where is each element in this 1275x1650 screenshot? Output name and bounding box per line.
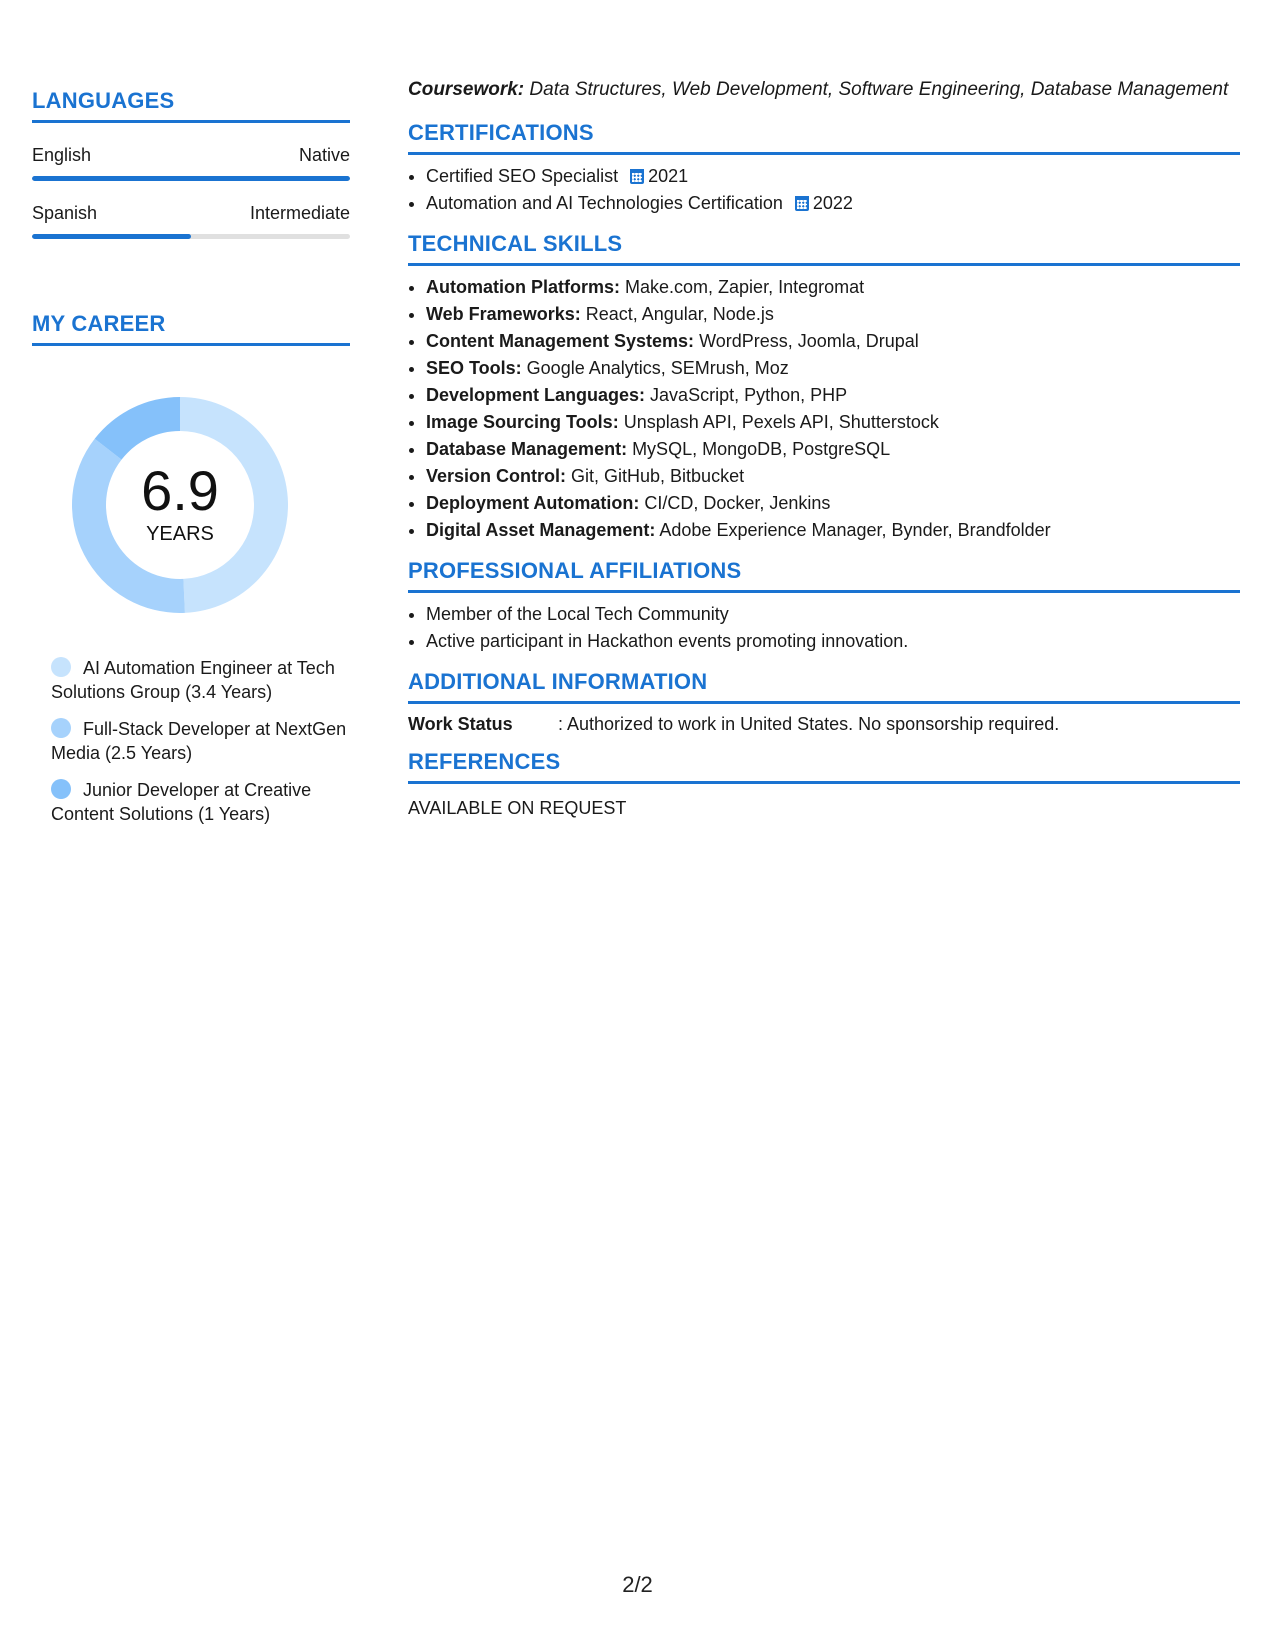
certification-year: 2022: [812, 193, 853, 213]
language-proficiency-bar: [32, 234, 350, 239]
page-number: 2/2: [622, 1572, 653, 1597]
language-name: English: [32, 145, 92, 165]
skills-section: [408, 231, 1240, 544]
references-section: [408, 749, 1240, 819]
language-level: Intermediate: [249, 203, 350, 223]
skill-item: [426, 517, 1240, 544]
skill-item: [426, 436, 1240, 463]
legend-item: [51, 656, 350, 704]
career-title: MY CAREER: [32, 311, 350, 346]
skill-item: [426, 301, 1240, 328]
skill-label: Database Management:: [426, 439, 628, 459]
skill-item: [426, 490, 1240, 517]
career-total-unit: YEARS: [146, 522, 214, 545]
coursework-label: Coursework:: [408, 79, 525, 100]
language-level: Native: [298, 145, 350, 165]
language-row: [32, 203, 350, 224]
affiliation-item: • Member of the Local Tech Community: [426, 601, 1240, 628]
calendar-icon: [630, 169, 644, 184]
language-proficiency-fill: [32, 176, 350, 181]
skill-label: SEO Tools:: [426, 358, 522, 378]
skill-label: Deployment Automation:: [426, 493, 640, 513]
legend-item: [51, 778, 350, 826]
legend-label: AI Automation Engineer at Tech Solutions Group (3.4 Years): [51, 658, 335, 702]
additional-title: ADDITIONAL INFORMATION: [408, 669, 1240, 704]
certification-name: Certified SEO Specialist: [426, 166, 619, 186]
skill-value: MySQL, MongoDB, PostgreSQL: [627, 439, 891, 459]
skill-label: Digital Asset Management:: [426, 520, 656, 540]
legend-label: Junior Developer at Creative Content Solutions (1 Years): [51, 780, 312, 824]
certifications-title: CERTIFICATIONS: [408, 120, 1240, 155]
work-status-label: Work Status: [408, 714, 513, 734]
skill-value: Unsplash API, Pexels API, Shutterstock: [618, 412, 939, 432]
skill-value: Adobe Experience Manager, Bynder, Brandfolder: [655, 520, 1051, 540]
legend-item: [51, 717, 350, 765]
skill-value: React, Angular, Node.js: [580, 304, 774, 324]
right-column: [408, 78, 1240, 833]
skill-item: [426, 328, 1240, 355]
skills-list: [408, 274, 1240, 544]
career-total-years: 6.9: [141, 458, 219, 522]
skill-value: JavaScript, Python, PHP: [645, 385, 848, 405]
skill-label: Automation Platforms:: [426, 277, 621, 297]
language-row: [32, 145, 350, 166]
coursework-text: Data Structures, Web Development, Software Engineering, Database Management: [524, 79, 1229, 100]
legend-dot: [51, 657, 71, 677]
coursework: [408, 78, 1240, 102]
skill-value: Make.com, Zapier, Integromat: [620, 277, 865, 297]
calendar-icon: [795, 196, 809, 211]
languages-title: LANGUAGES: [32, 88, 350, 123]
skill-label: Web Frameworks:: [426, 304, 581, 324]
skill-value: Git, GitHub, Bitbucket: [566, 466, 745, 486]
additional-section: [408, 669, 1240, 735]
skill-label: Version Control:: [426, 466, 567, 486]
skill-item: [426, 409, 1240, 436]
references-text: AVAILABLE ON REQUEST: [408, 798, 627, 818]
skill-label: Content Management Systems:: [426, 331, 695, 351]
certification-item: [426, 163, 1240, 190]
certification-name: Automation and AI Technologies Certification: [426, 193, 783, 213]
left-column: [32, 88, 350, 839]
legend-dot: [51, 718, 71, 738]
work-status-row: [408, 714, 1240, 735]
skill-value: CI/CD, Docker, Jenkins: [639, 493, 831, 513]
language-proficiency-bar: [32, 176, 350, 181]
skill-item: [426, 382, 1240, 409]
languages-list: [32, 145, 350, 239]
certification-year: 2021: [648, 166, 689, 186]
legend-dot: [51, 779, 71, 799]
affiliations-section: [408, 558, 1240, 655]
career-legend: [32, 656, 350, 826]
skill-value: WordPress, Joomla, Drupal: [694, 331, 919, 351]
skill-item: [426, 355, 1240, 382]
skill-label: Development Languages:: [426, 385, 646, 405]
skill-label: Image Sourcing Tools:: [426, 412, 619, 432]
skill-value: Google Analytics, SEMrush, Moz: [521, 358, 789, 378]
affiliations-list: [408, 601, 1240, 655]
skills-title: TECHNICAL SKILLS: [408, 231, 1240, 266]
certifications-list: [408, 163, 1240, 217]
affiliations-title: PROFESSIONAL AFFILIATIONS: [408, 558, 1240, 593]
legend-label: Full-Stack Developer at NextGen Media (2.5 Years): [51, 719, 347, 763]
language-name: Spanish: [32, 203, 98, 223]
career-donut-chart: [65, 390, 295, 620]
certifications-section: [408, 120, 1240, 217]
references-title: REFERENCES: [408, 749, 1240, 784]
skill-item: [426, 463, 1240, 490]
language-proficiency-fill: [32, 234, 191, 239]
affiliation-item: • Active participant in Hackathon events promoting innovation.: [426, 628, 1240, 655]
donut-center: [65, 390, 295, 620]
skill-item: [426, 274, 1240, 301]
certification-item: [426, 190, 1240, 217]
work-status-value: : Authorized to work in United States. No sponsorship required.: [558, 714, 1060, 734]
